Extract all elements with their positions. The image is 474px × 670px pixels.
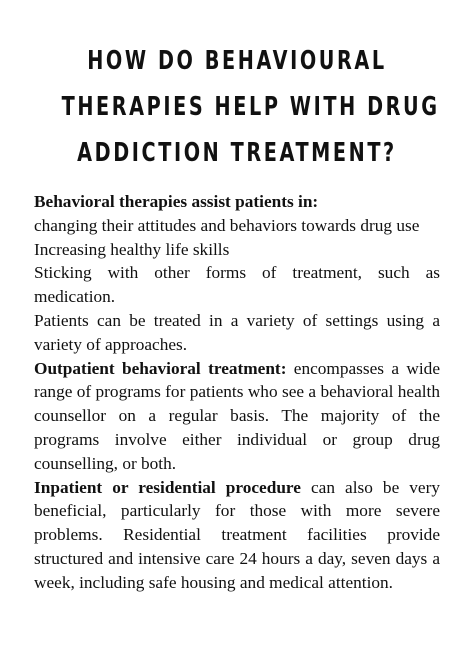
body-text [34,190,440,595]
paragraph-text: can also be very beneficial, particularly for those with more severe problems. Residential treatment facilities provide structured and intensive care 24 hours a day, seven days a week, including safe housing and medical attention. [34,477,440,592]
paragraph-attitudes [34,214,440,238]
paragraph-lead: Inpatient or residential procedure [34,477,301,497]
paragraph-text: changing their attitudes and behaviors towards drug use [34,215,420,235]
page-title [61,38,440,176]
paragraph-text: Increasing healthy life skills [34,239,230,259]
paragraph-inpatient [34,476,440,595]
title-line-1: HOW DO BEHAVIOURAL [87,46,387,76]
paragraph-text: Patients can be treated in a variety of settings using a variety of approaches. [34,310,440,354]
paragraph-settings [34,309,440,357]
paragraph-text: Sticking with other forms of treatment, such as medication. [34,263,440,307]
paragraph-outpatient [34,357,440,476]
paragraph-treatment-adherence [34,261,440,309]
paragraph-lead: Outpatient behavioral treatment: [34,358,287,378]
title-line-2: THERAPIES HELP WITH DRUG [61,92,440,122]
paragraph-lead: Behavioral therapies assist patients in: [34,192,319,211]
paragraph-text: encompasses a wide range of programs for patients who see a behavioral health counsellor on a regular basis. The majority of the programs involve either individual or group drug counselling, or both. [34,358,440,473]
paragraph-life-skills [34,238,440,262]
paragraph-intro [34,190,440,214]
title-line-3: ADDICTION TREATMENT? [77,138,397,168]
